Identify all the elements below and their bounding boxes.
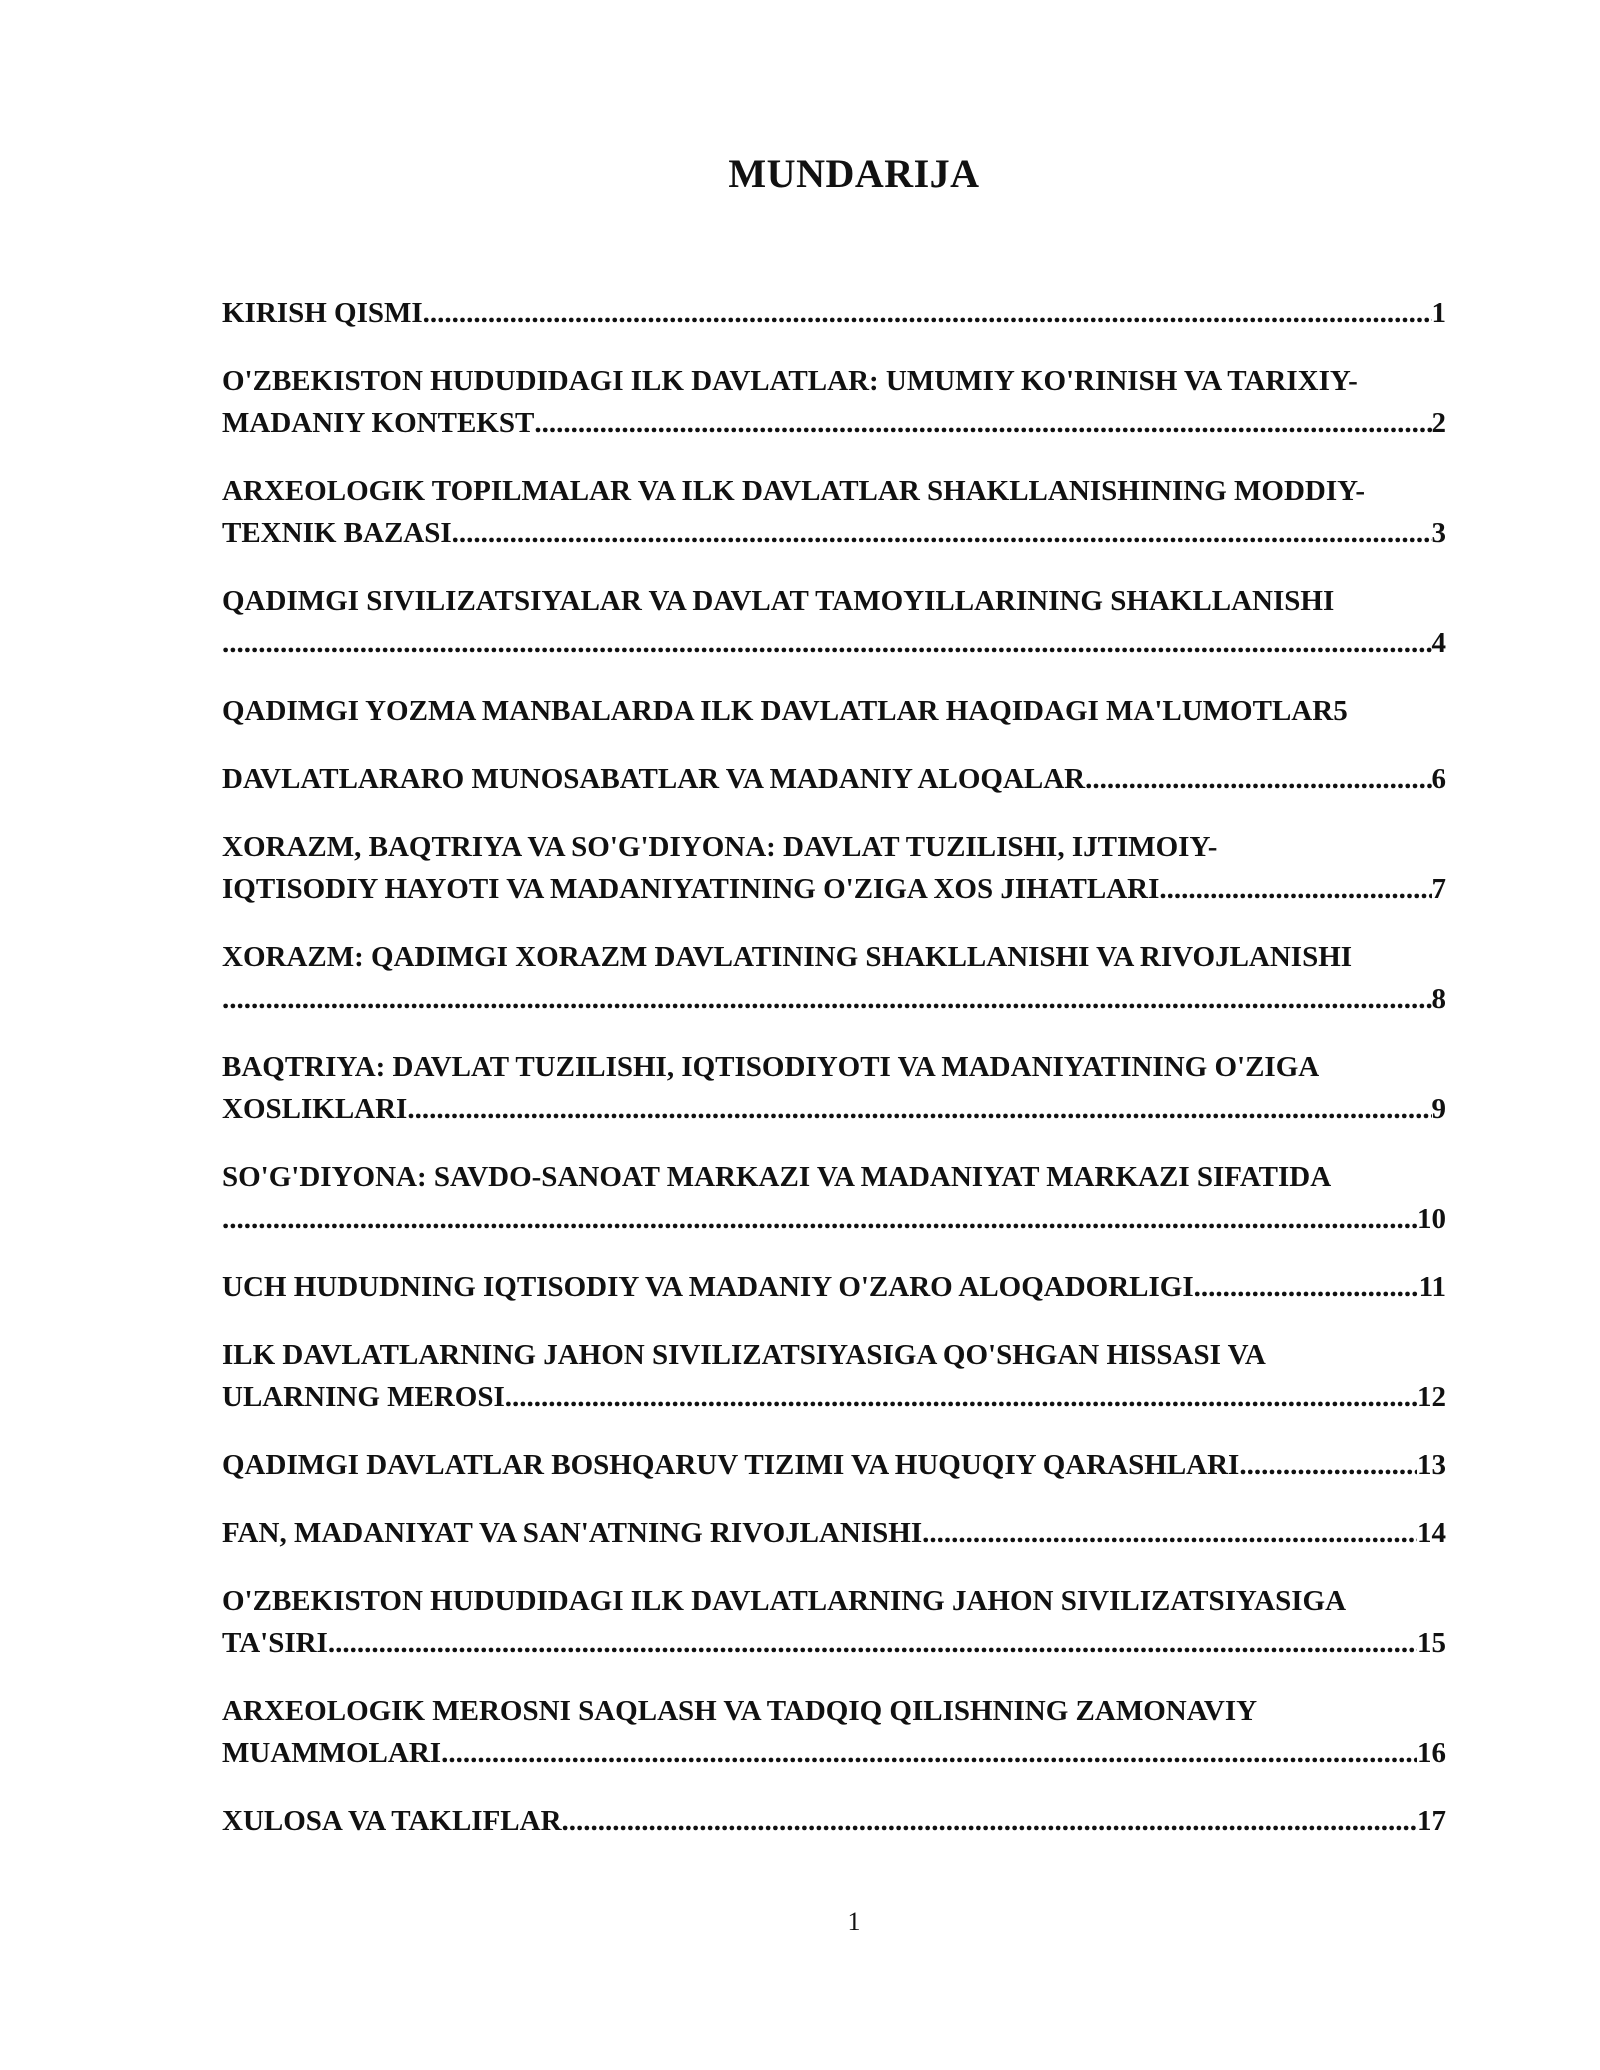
toc-entry-line <box>222 978 1446 1020</box>
toc-entry-line <box>222 1088 1446 1130</box>
toc-dot-leader <box>222 978 1432 1020</box>
toc-entry-title: KIRISH QISMI <box>222 297 423 329</box>
toc-entry[interactable] <box>222 1334 1446 1418</box>
toc-dot-leader <box>922 1512 1417 1554</box>
toc-entry-title: QADIMGI DAVLATLAR BOSHQARUV TIZIMI VA HUQUQIY QARASHLARI <box>222 1449 1240 1481</box>
toc-entry-title: IQTISODIY HAYOTI VA MADANIYATINING O'ZIGA XOS JIHATLARI <box>222 873 1160 905</box>
toc-entry-line <box>222 1512 1446 1554</box>
toc-entry[interactable] <box>222 1580 1446 1664</box>
toc-entry-line <box>222 758 1446 800</box>
toc-page-number: 14 <box>1417 1517 1446 1549</box>
toc-entry-title: MUAMMOLARI <box>222 1737 442 1769</box>
toc-entry[interactable] <box>222 1444 1446 1486</box>
toc-entry-title-line: XORAZM, BAQTRIYA VA SO'G'DIYONA: DAVLAT TUZILISHI, IJTIMOIY- <box>222 831 1218 863</box>
toc-entry[interactable] <box>222 360 1446 444</box>
toc-page-number: 5 <box>1333 695 1348 727</box>
toc-entry[interactable] <box>222 826 1446 910</box>
toc-entry-title-line: O'ZBEKISTON HUDUDIDAGI ILK DAVLATLARNING JAHON SIVILIZATSIYASIGA <box>222 1585 1347 1617</box>
toc-page-number: 4 <box>1431 627 1446 659</box>
toc-entry-title-line: SO'G'DIYONA: SAVDO-SANOAT MARKAZI VA MADANIYAT MARKAZI SIFATIDA <box>222 1161 1332 1193</box>
toc-entry-line <box>222 1622 1446 1664</box>
toc-entry-line <box>222 292 1446 334</box>
toc-page-number: 7 <box>1431 873 1446 905</box>
toc-dot-leader <box>441 1732 1417 1774</box>
toc-entry-title-line: O'ZBEKISTON HUDUDIDAGI ILK DAVLATLAR: UMUMIY KO'RINISH VA TARIXIY- <box>222 365 1358 397</box>
toc-entry[interactable] <box>222 758 1446 800</box>
toc-entry[interactable] <box>222 580 1446 664</box>
toc-entry-line <box>222 690 1446 732</box>
toc-entry-line <box>222 1732 1446 1774</box>
toc-entry[interactable] <box>222 690 1446 732</box>
toc-entry-line <box>222 1376 1446 1418</box>
toc-entry[interactable] <box>222 1800 1446 1842</box>
toc-dot-leader <box>1085 758 1431 800</box>
toc-page-number: 6 <box>1431 763 1446 795</box>
page-number: 1 <box>847 1907 861 1936</box>
toc-dot-leader <box>452 512 1432 554</box>
toc-entry-title: ULARNING MEROSI <box>222 1381 505 1413</box>
toc-page-number: 17 <box>1417 1805 1446 1837</box>
toc-page-number: 10 <box>1417 1203 1446 1235</box>
toc-dot-leader <box>423 292 1432 334</box>
toc-dot-leader <box>222 622 1432 664</box>
toc-entry-line <box>222 1198 1446 1240</box>
toc-entry-title: FAN, MADANIYAT VA SAN'ATNING RIVOJLANISHI <box>222 1517 923 1549</box>
toc-entry-line <box>222 512 1446 554</box>
toc-entry-line <box>222 1266 1446 1308</box>
toc-dot-leader <box>222 1198 1417 1240</box>
toc-entry-title: DAVLATLARARO MUNOSABATLAR VA MADANIY ALOQALAR <box>222 763 1086 795</box>
toc-entry-line <box>222 868 1446 910</box>
toc-entry-title: UCH HUDUDNING IQTISODIY VA MADANIY O'ZARO ALOQADORLIGI <box>222 1271 1194 1303</box>
toc-entry-line <box>222 1444 1446 1486</box>
toc-entry-title-line: BAQTRIYA: DAVLAT TUZILISHI, IQTISODIYOTI VA MADANIYATINING O'ZIGA <box>222 1051 1320 1083</box>
toc-page-number: 2 <box>1431 407 1446 439</box>
toc-entry-title: XULOSA VA TAKLIFLAR <box>222 1805 562 1837</box>
toc-entry-title-line: ARXEOLOGIK TOPILMALAR VA ILK DAVLATLAR SHAKLLANISHINING MODDIY- <box>222 475 1366 507</box>
toc-entry[interactable] <box>222 1266 1446 1308</box>
toc-entry-title-line: ILK DAVLATLARNING JAHON SIVILIZATSIYASIGA QO'SHGAN HISSASI VA <box>222 1339 1266 1371</box>
toc-page-number: 16 <box>1417 1737 1446 1769</box>
page-title: MUNDARIJA <box>728 151 980 196</box>
toc-page-number: 1 <box>1431 297 1446 329</box>
toc-entry[interactable] <box>222 1156 1446 1240</box>
toc-entry-title: TEXNIK BAZASI <box>222 517 452 549</box>
toc-entry-title: TA'SIRI <box>222 1627 328 1659</box>
toc-entry-title: QADIMGI YOZMA MANBALARDA ILK DAVLATLAR HAQIDAGI MA'LUMOTLAR <box>222 695 1334 727</box>
toc-entry[interactable] <box>222 1690 1446 1774</box>
toc-dot-leader <box>407 1088 1431 1130</box>
toc-dot-leader <box>534 402 1431 444</box>
toc-entry[interactable] <box>222 1046 1446 1130</box>
toc-entry-line <box>222 402 1446 444</box>
toc-page-number: 15 <box>1417 1627 1446 1659</box>
toc-entry[interactable] <box>222 1512 1446 1554</box>
toc-entry-line <box>222 1800 1446 1842</box>
toc-entry[interactable] <box>222 936 1446 1020</box>
toc-entry-title: XOSLIKLARI <box>222 1093 408 1125</box>
toc-dot-leader <box>1159 868 1431 910</box>
toc-entry-title-line: ARXEOLOGIK MEROSNI SAQLASH VA TADQIQ QILISHNING ZAMONAVIY <box>222 1695 1258 1727</box>
toc-dot-leader <box>562 1800 1417 1842</box>
toc-entry[interactable] <box>222 470 1446 554</box>
toc-page-number: 9 <box>1431 1093 1446 1125</box>
toc-page-number: 11 <box>1418 1271 1446 1303</box>
toc-entry[interactable] <box>222 292 1446 334</box>
toc-page-number: 13 <box>1417 1449 1446 1481</box>
toc-page-number: 3 <box>1431 517 1446 549</box>
table-of-contents <box>222 292 1446 1868</box>
toc-page-number: 8 <box>1431 983 1446 1015</box>
toc-entry-title-line: QADIMGI SIVILIZATSIYALAR VA DAVLAT TAMOYILLARINING SHAKLLANISHI <box>222 585 1335 617</box>
toc-dot-leader <box>1194 1266 1419 1308</box>
toc-dot-leader <box>505 1376 1417 1418</box>
toc-entry-title-line: XORAZM: QADIMGI XORAZM DAVLATINING SHAKLLANISHI VA RIVOJLANISHI <box>222 941 1353 973</box>
toc-dot-leader <box>328 1622 1417 1664</box>
toc-page-number: 12 <box>1417 1381 1446 1413</box>
toc-entry-title: MADANIY KONTEKST <box>222 407 535 439</box>
toc-entry-line <box>222 622 1446 664</box>
toc-dot-leader <box>1239 1444 1417 1486</box>
